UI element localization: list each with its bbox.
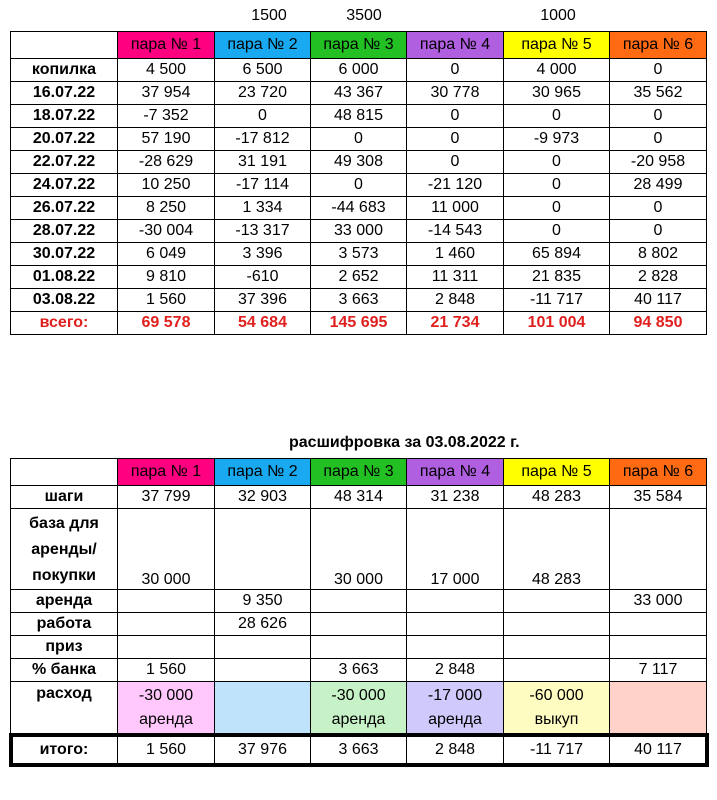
cell: 48 815 xyxy=(311,105,407,128)
cell: 0 xyxy=(504,197,610,220)
row-label: аренда xyxy=(11,590,118,613)
cell: 3 663 xyxy=(311,289,407,312)
header-pair-1: пара № 1 xyxy=(118,32,215,59)
cell: 9 350 xyxy=(215,590,311,613)
cell: 37 799 xyxy=(118,486,215,509)
cell: 28 499 xyxy=(610,174,707,197)
cell: 0 xyxy=(407,151,504,174)
cell: 2 652 xyxy=(311,266,407,289)
cell: 7 117 xyxy=(610,659,707,682)
cell: 21 835 xyxy=(504,266,610,289)
breakdown-title: расшифровка за 03.08.2022 г. xyxy=(289,434,520,451)
cell: 3 663 xyxy=(311,659,407,682)
summary-row xyxy=(11,105,707,128)
cell: 0 xyxy=(504,151,610,174)
column-header-numbers xyxy=(0,0,717,30)
row-label: 01.08.22 xyxy=(11,266,118,289)
cell: 33 000 xyxy=(610,590,707,613)
summary-row xyxy=(11,174,707,197)
cell: 48 314 xyxy=(311,486,407,509)
cell: -11 717 xyxy=(504,289,610,312)
cell: 40 117 xyxy=(610,289,707,312)
expense-amount: -17 000 xyxy=(427,687,483,704)
cell: 0 xyxy=(311,174,407,197)
expense-amount: -30 000 xyxy=(138,687,194,704)
cell xyxy=(118,590,215,613)
cell: 0 xyxy=(504,105,610,128)
corner-cell xyxy=(11,459,118,486)
cell: 6 000 xyxy=(311,59,407,82)
row-label: 28.07.22 xyxy=(11,220,118,243)
cell: 10 250 xyxy=(118,174,215,197)
breakdown-row xyxy=(11,590,707,613)
cell: -44 683 xyxy=(311,197,407,220)
cell: 0 xyxy=(215,105,311,128)
itogo-cell: -11 717 xyxy=(504,735,610,765)
header-pair-3: пара № 3 xyxy=(311,459,407,486)
cell: 4 500 xyxy=(118,59,215,82)
cell: 30 965 xyxy=(504,82,610,105)
cell: -9 973 xyxy=(504,128,610,151)
summary-row xyxy=(11,151,707,174)
header-pair-4: пара № 4 xyxy=(407,32,504,59)
row-label: 24.07.22 xyxy=(11,174,118,197)
summary-row xyxy=(11,220,707,243)
breakdown-row xyxy=(11,486,707,509)
row-label: 30.07.22 xyxy=(11,243,118,266)
cell xyxy=(610,636,707,659)
expense-cell-pair-1 xyxy=(118,682,215,735)
cell: 0 xyxy=(610,128,707,151)
cell: 8 802 xyxy=(610,243,707,266)
cell xyxy=(311,636,407,659)
cell xyxy=(504,659,610,682)
cell xyxy=(504,590,610,613)
cell: 37 396 xyxy=(215,289,311,312)
expense-cell-pair-5 xyxy=(504,682,610,735)
cell: 11 311 xyxy=(407,266,504,289)
summary-row xyxy=(11,289,707,312)
breakdown-row xyxy=(11,636,707,659)
cell: 2 848 xyxy=(407,659,504,682)
summary-row xyxy=(11,197,707,220)
top-number-pair-3: 3500 xyxy=(346,7,382,24)
row-label: 18.07.22 xyxy=(11,105,118,128)
cell: 0 xyxy=(610,220,707,243)
cell: -17 812 xyxy=(215,128,311,151)
cell xyxy=(610,613,707,636)
breakdown-table xyxy=(10,458,707,765)
header-pair-1: пара № 1 xyxy=(118,459,215,486)
total-cell: 94 850 xyxy=(610,312,707,335)
cell: 1 560 xyxy=(118,289,215,312)
summary-row xyxy=(11,243,707,266)
cell xyxy=(215,659,311,682)
total-cell: 101 004 xyxy=(504,312,610,335)
cell: 28 626 xyxy=(215,613,311,636)
row-label: 03.08.22 xyxy=(11,289,118,312)
cell: 37 954 xyxy=(118,82,215,105)
cell: -30 004 xyxy=(118,220,215,243)
cell: 0 xyxy=(610,105,707,128)
expense-note: аренда xyxy=(428,711,482,728)
expense-amount: -60 000 xyxy=(529,687,584,704)
total-cell: 54 684 xyxy=(215,312,311,335)
cell xyxy=(311,590,407,613)
row-label: % банка xyxy=(11,659,118,682)
cell: 30 000 xyxy=(311,509,407,590)
summary-row xyxy=(11,82,707,105)
cell: -20 958 xyxy=(610,151,707,174)
cell: 3 573 xyxy=(311,243,407,266)
cell: 6 049 xyxy=(118,243,215,266)
cell xyxy=(118,636,215,659)
header-pair-2: пара № 2 xyxy=(215,459,311,486)
cell xyxy=(311,613,407,636)
expense-cell-pair-6 xyxy=(610,682,707,735)
row-label: 22.07.22 xyxy=(11,151,118,174)
cell: 17 000 xyxy=(407,509,504,590)
expense-note: аренда xyxy=(139,711,193,728)
summary-header-row xyxy=(11,32,707,59)
itogo-cell: 2 848 xyxy=(407,735,504,765)
cell: 65 894 xyxy=(504,243,610,266)
cell: 0 xyxy=(504,220,610,243)
row-label: расход xyxy=(11,682,118,735)
itogo-row xyxy=(11,735,707,765)
row-label: 16.07.22 xyxy=(11,82,118,105)
cell xyxy=(504,613,610,636)
expense-cell-pair-4 xyxy=(407,682,504,735)
cell: 11 000 xyxy=(407,197,504,220)
row-label: 26.07.22 xyxy=(11,197,118,220)
summary-table xyxy=(10,31,707,335)
header-pair-5: пара № 5 xyxy=(504,32,610,59)
cell: -13 317 xyxy=(215,220,311,243)
cell xyxy=(215,636,311,659)
cell: -21 120 xyxy=(407,174,504,197)
expense-cell-pair-2 xyxy=(215,682,311,735)
total-cell: 21 734 xyxy=(407,312,504,335)
row-label: копилка xyxy=(11,59,118,82)
cell: 33 000 xyxy=(311,220,407,243)
cell: 1 560 xyxy=(118,659,215,682)
cell: 49 308 xyxy=(311,151,407,174)
cell: -7 352 xyxy=(118,105,215,128)
expense-row xyxy=(11,682,707,735)
breakdown-header-row xyxy=(11,459,707,486)
header-pair-4: пара № 4 xyxy=(407,459,504,486)
cell xyxy=(215,509,311,590)
top-number-pair-5: 1000 xyxy=(540,7,576,24)
itogo-cell: 40 117 xyxy=(610,735,707,765)
row-label: приз xyxy=(11,636,118,659)
expense-amount: -30 000 xyxy=(331,687,386,704)
cell: 1 334 xyxy=(215,197,311,220)
total-cell: 69 578 xyxy=(118,312,215,335)
cell: 0 xyxy=(610,197,707,220)
row-label: работа xyxy=(11,613,118,636)
cell: 30 000 xyxy=(118,509,215,590)
summary-row xyxy=(11,128,707,151)
header-pair-3: пара № 3 xyxy=(311,32,407,59)
header-pair-5: пара № 5 xyxy=(504,459,610,486)
cell: 23 720 xyxy=(215,82,311,105)
total-label: всего: xyxy=(11,312,118,335)
cell: 0 xyxy=(610,59,707,82)
cell: 2 828 xyxy=(610,266,707,289)
header-pair-2: пара № 2 xyxy=(215,32,311,59)
summary-total-row xyxy=(11,312,707,335)
cell: 1 460 xyxy=(407,243,504,266)
summary-row xyxy=(11,266,707,289)
cell xyxy=(407,636,504,659)
itogo-cell: 37 976 xyxy=(215,735,311,765)
cell: 8 250 xyxy=(118,197,215,220)
corner-cell xyxy=(11,32,118,59)
cell: 35 562 xyxy=(610,82,707,105)
cell: -28 629 xyxy=(118,151,215,174)
cell: 4 000 xyxy=(504,59,610,82)
header-pair-6: пара № 6 xyxy=(610,32,707,59)
cell: 43 367 xyxy=(311,82,407,105)
expense-note: выкуп xyxy=(534,711,579,728)
cell: 48 283 xyxy=(504,509,610,590)
cell: 30 778 xyxy=(407,82,504,105)
cell: 9 810 xyxy=(118,266,215,289)
cell: 0 xyxy=(407,128,504,151)
cell: 31 191 xyxy=(215,151,311,174)
cell xyxy=(118,613,215,636)
expense-cell-pair-3 xyxy=(311,682,407,735)
cell: 0 xyxy=(407,59,504,82)
breakdown-row xyxy=(11,613,707,636)
cell xyxy=(504,636,610,659)
itogo-label: итого: xyxy=(11,735,118,765)
breakdown-row xyxy=(11,509,707,590)
itogo-cell: 1 560 xyxy=(118,735,215,765)
header-pair-6: пара № 6 xyxy=(610,459,707,486)
cell: 35 584 xyxy=(610,486,707,509)
cell: 57 190 xyxy=(118,128,215,151)
top-number-pair-2: 1500 xyxy=(251,7,287,24)
cell: 0 xyxy=(504,174,610,197)
total-cell: 145 695 xyxy=(311,312,407,335)
cell xyxy=(407,590,504,613)
summary-row xyxy=(11,59,707,82)
cell: 31 238 xyxy=(407,486,504,509)
expense-note: аренда xyxy=(331,711,386,728)
cell: 32 903 xyxy=(215,486,311,509)
breakdown-row xyxy=(11,659,707,682)
cell xyxy=(610,509,707,590)
cell xyxy=(407,613,504,636)
cell: 0 xyxy=(407,105,504,128)
cell: 6 500 xyxy=(215,59,311,82)
cell: -610 xyxy=(215,266,311,289)
cell: 0 xyxy=(311,128,407,151)
cell: 2 848 xyxy=(407,289,504,312)
itogo-cell: 3 663 xyxy=(311,735,407,765)
cell: -14 543 xyxy=(407,220,504,243)
cell: -17 114 xyxy=(215,174,311,197)
row-label: шаги xyxy=(11,486,118,509)
row-label: 20.07.22 xyxy=(11,128,118,151)
cell: 3 396 xyxy=(215,243,311,266)
cell: 48 283 xyxy=(504,486,610,509)
row-label: база для аренды/покупки xyxy=(11,509,118,590)
